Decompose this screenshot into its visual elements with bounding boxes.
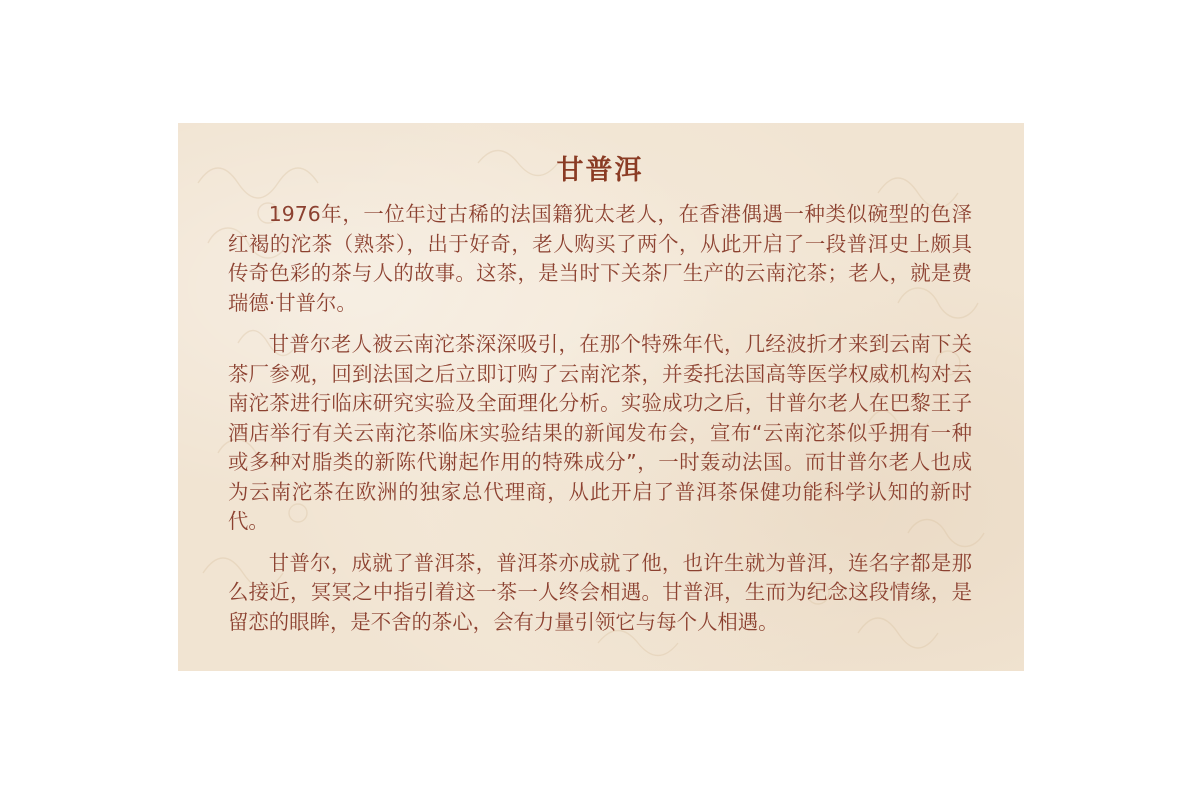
story-card [178, 123, 1024, 671]
paragraph-3: 甘普尔，成就了普洱茶，普洱茶亦成就了他，也许生就为普洱，连名字都是那么接近，冥冥之中指引着这一茶一人终会相遇。甘普洱，生而为纪念这段情缘，是留恋的眼眸，是不舍的茶心，会有力量引领它与每个人相遇。 [228, 550, 972, 634]
paragraph-1: 1976年，一位年过古稀的法国籍犹太老人，在香港偶遇一种类似碗型的色泽红褐的沱茶（熟茶），出于好奇，老人购买了两个，从此开启了一段普洱史上颇具传奇色彩的茶与人的故事。这茶，是当时下关茶厂生产的云南沱茶；老人，就是费瑞德·甘普尔。 [228, 202, 972, 315]
paragraph-2: 甘普尔老人被云南沱茶深深吸引，在那个特殊年代，几经波折才来到云南下关茶厂参观，回到法国之后立即订购了云南沱茶，并委托法国高等医学权威机构对云南沱茶进行临床研究实验及全面理化分析。实验成功之后，甘普尔老人在巴黎王子酒店举行有关云南沱茶临床实验结果的新闻发布会，宣布“云南沱茶似乎拥有一种或多种对脂类的新陈代谢起作用的特殊成分”，一时轰动法国。而甘普尔老人也成为云南沱茶在欧洲的独家总代理商，从此开启了普洱茶保健功能科学认知的新时代。 [228, 332, 972, 533]
page-title: 甘普洱 [556, 155, 644, 186]
